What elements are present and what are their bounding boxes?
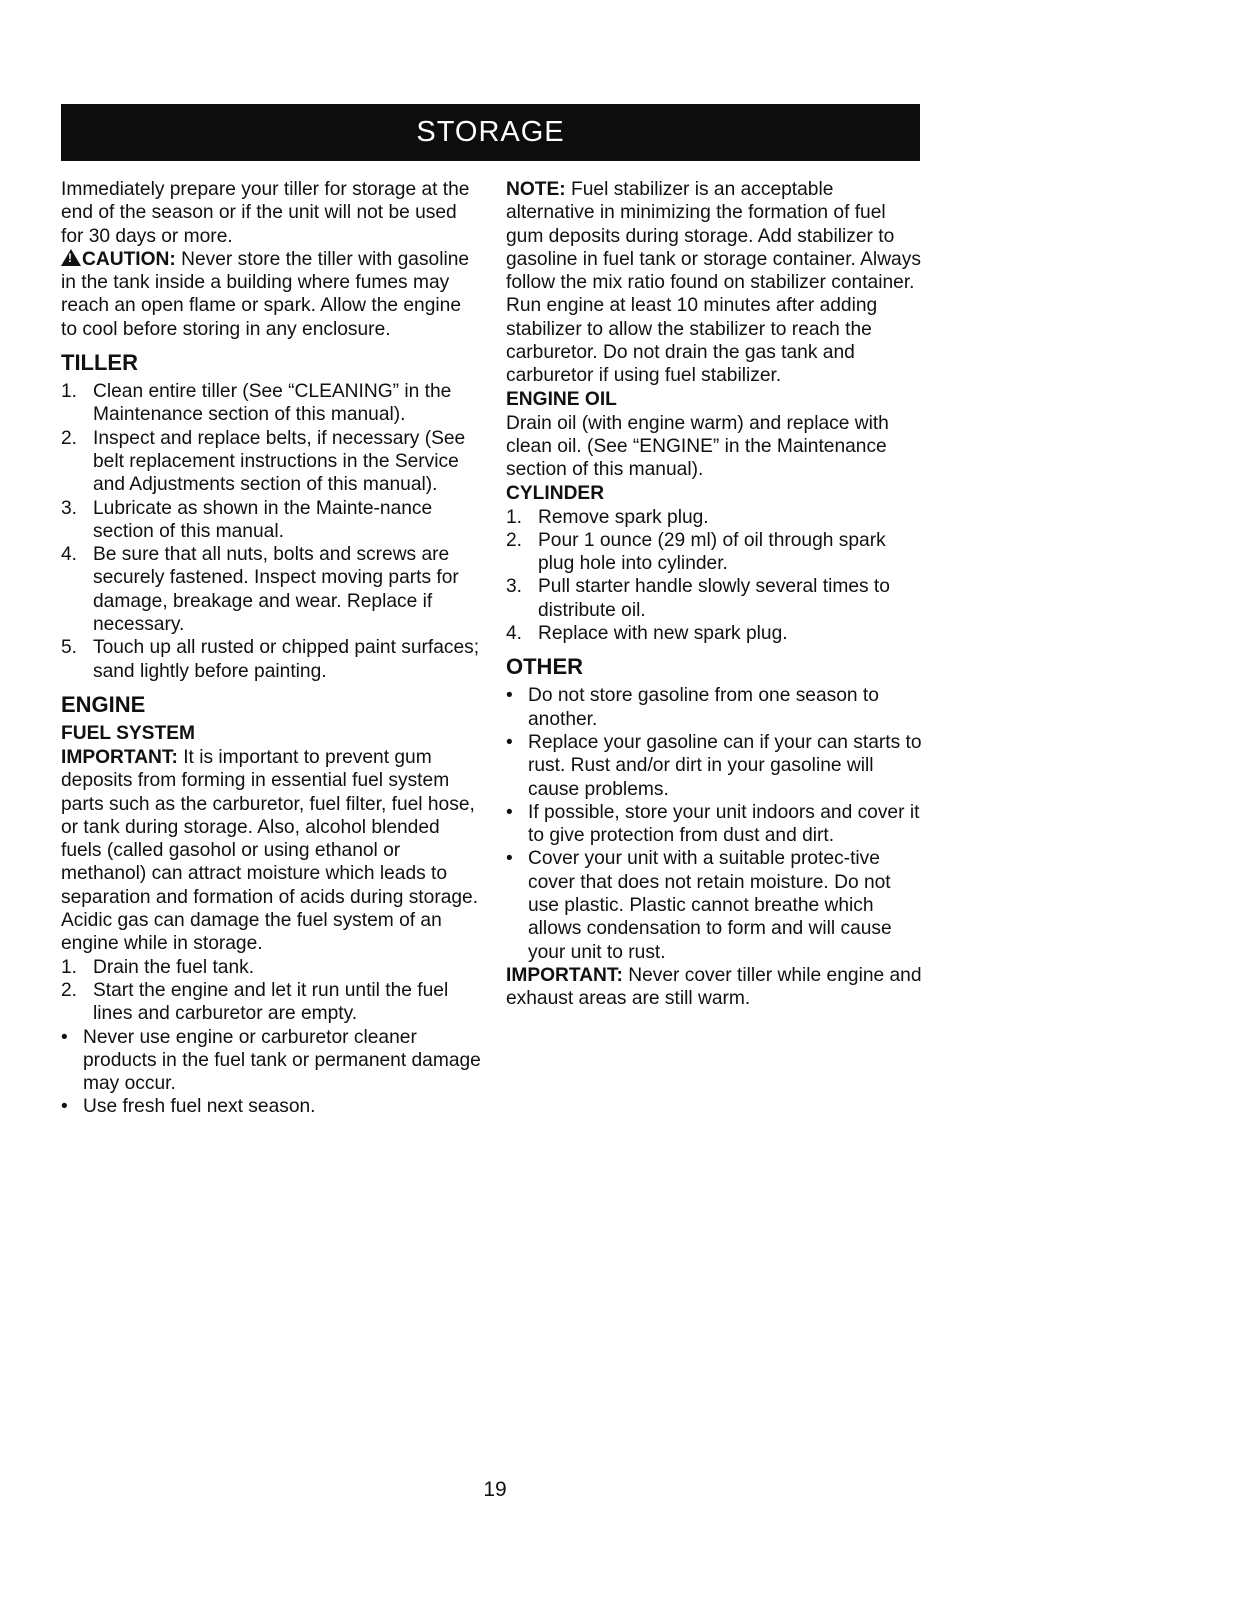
- caution-text: Never store the tiller with gasoline in the tank inside a building where fumes may reach an open flame or spark. Allow the engine to cool before storing in any enclosure.: [61, 248, 470, 340]
- bullet-icon: •: [506, 801, 513, 823]
- list-item: [61, 1095, 481, 1118]
- list-item: [61, 427, 481, 497]
- tiller-heading: TILLER: [61, 350, 138, 376]
- right-column: [506, 178, 924, 1011]
- bullet-icon: •: [506, 685, 513, 707]
- list-text: Clean entire tiller (See “CLEANING” in the Maintenance section of this manual).: [93, 381, 452, 426]
- tiller-list: [61, 380, 481, 683]
- fuel-steps-list: [61, 956, 481, 1026]
- list-text: Drain the fuel tank.: [93, 956, 255, 978]
- list-number: 1.: [506, 506, 523, 528]
- engine-oil-heading: ENGINE OIL: [506, 388, 617, 410]
- list-number: 4.: [61, 544, 78, 566]
- list-text: Touch up all rusted or chipped paint surfaces; sand lightly before painting.: [93, 637, 480, 682]
- list-text: Inspect and replace belts, if necessary (See belt replacement instructions in the Service and Adjustments section of this manual).: [93, 427, 466, 496]
- other-bullets-list: [506, 684, 924, 964]
- caution-paragraph: [61, 248, 481, 341]
- other-heading: OTHER: [506, 654, 583, 680]
- list-item: [506, 801, 924, 848]
- list-text: Pull starter handle slowly several times to distribute oil.: [538, 576, 890, 621]
- list-item: [61, 543, 481, 636]
- list-item: [61, 497, 481, 544]
- list-text: Pour 1 ounce (29 ml) of oil through spark plug hole into cylinder.: [538, 529, 886, 575]
- list-number: 2.: [61, 979, 78, 1001]
- list-number: 2.: [506, 529, 523, 551]
- list-item: [61, 636, 481, 683]
- caution-label: CAUTION:: [82, 248, 176, 270]
- list-item: [506, 575, 924, 622]
- note-label: NOTE:: [506, 179, 566, 200]
- list-item: [506, 847, 924, 963]
- list-item: [61, 956, 481, 979]
- list-text: Start the engine and let it run until the fuel lines and carburetor are empty.: [93, 979, 449, 1025]
- list-number: 5.: [61, 637, 78, 659]
- list-text: Do not store gasoline from one season to another.: [528, 685, 879, 730]
- warning-triangle-icon: [61, 249, 81, 266]
- list-item: [506, 529, 924, 576]
- intro-paragraph: Immediately prepare your tiller for storage at the end of the season or if the unit will not be used for 30 days or more.: [61, 179, 470, 247]
- list-item: [61, 380, 481, 427]
- important-label: IMPORTANT:: [61, 746, 178, 768]
- list-number: 4.: [506, 623, 523, 645]
- cylinder-heading: CYLINDER: [506, 482, 605, 504]
- engine-oil-paragraph: Drain oil (with engine warm) and replace with clean oil. (See “ENGINE” in the Maintenance section of this manual).: [506, 412, 889, 481]
- list-item: [506, 684, 924, 731]
- other-important-paragraph: [506, 964, 924, 1011]
- list-number: 3.: [506, 576, 523, 598]
- page-number: 19: [483, 1478, 507, 1501]
- list-item: [506, 731, 924, 801]
- list-item: [506, 506, 924, 529]
- list-item: [61, 979, 481, 1026]
- bullet-icon: •: [61, 1096, 68, 1118]
- list-text: Never use engine or carburetor cleaner products in the fuel tank or permanent damage may occur.: [83, 1026, 481, 1095]
- list-text: Use fresh fuel next season.: [83, 1096, 316, 1118]
- fuel-bullets-list: [61, 1026, 481, 1119]
- list-number: 2.: [61, 427, 78, 449]
- important-label: IMPORTANT:: [506, 964, 623, 986]
- list-text: Replace with new spark plug.: [538, 623, 788, 645]
- list-text: Remove spark plug.: [538, 506, 709, 528]
- list-text: If possible, store your unit indoors and cover it to give protection from dust and dirt.: [528, 801, 920, 847]
- fuel-important-paragraph: [61, 746, 481, 956]
- bullet-icon: •: [506, 848, 513, 870]
- important-text: It is important to prevent gum deposits from forming in essential fuel system parts such as the carburetor, fuel filter, fuel hose, or tank during storage. Also, alcohol blended fuels (called gasohol or using ethanol or methanol) can attract moisture which leads to separation and formation of acids during storage. Acidic gas can damage the fuel system of an engine while in storage.: [61, 746, 479, 955]
- list-text: Lubricate as shown in the Mainte-nance section of this manual.: [93, 497, 433, 542]
- list-number: 3.: [61, 497, 78, 519]
- bullet-icon: •: [61, 1026, 68, 1048]
- left-column: [61, 178, 481, 1119]
- note-paragraph: [506, 178, 924, 388]
- list-item: [61, 1026, 481, 1096]
- important-text: Never cover tiller while engine and exhaust areas are still warm.: [506, 964, 922, 1010]
- bullet-icon: •: [506, 731, 513, 753]
- list-text: Cover your unit with a suitable protec-tive cover that does not retain moisture. Do not use plastic. Plastic cannot breathe which allows condensation to form and will cause your unit to rust.: [528, 848, 892, 963]
- cylinder-list: [506, 506, 924, 646]
- list-number: 1.: [61, 381, 78, 403]
- note-text: Fuel stabilizer is an acceptable alternative in minimizing the formation of fuel gum deposits during storage. Add stabilizer to gasoline in fuel tank or storage container. Always follow the mix ratio found on stabilizer container. Run engine at least 10 minutes after adding stabilizer to allow the stabilizer to reach the carburetor. Do not drain the gas tank and carburetor if using fuel stabilizer.: [506, 179, 921, 387]
- list-item: [506, 622, 924, 645]
- list-number: 1.: [61, 956, 78, 978]
- list-text: Be sure that all nuts, bolts and screws are securely fastened. Inspect moving parts for damage, breakage and wear. Replace if necessary.: [93, 544, 459, 636]
- page-title: STORAGE: [61, 104, 920, 161]
- fuel-system-heading: FUEL SYSTEM: [61, 722, 195, 744]
- engine-heading: ENGINE: [61, 691, 146, 717]
- list-text: Replace your gasoline can if your can starts to rust. Rust and/or dirt in your gasoline will cause problems.: [528, 731, 922, 800]
